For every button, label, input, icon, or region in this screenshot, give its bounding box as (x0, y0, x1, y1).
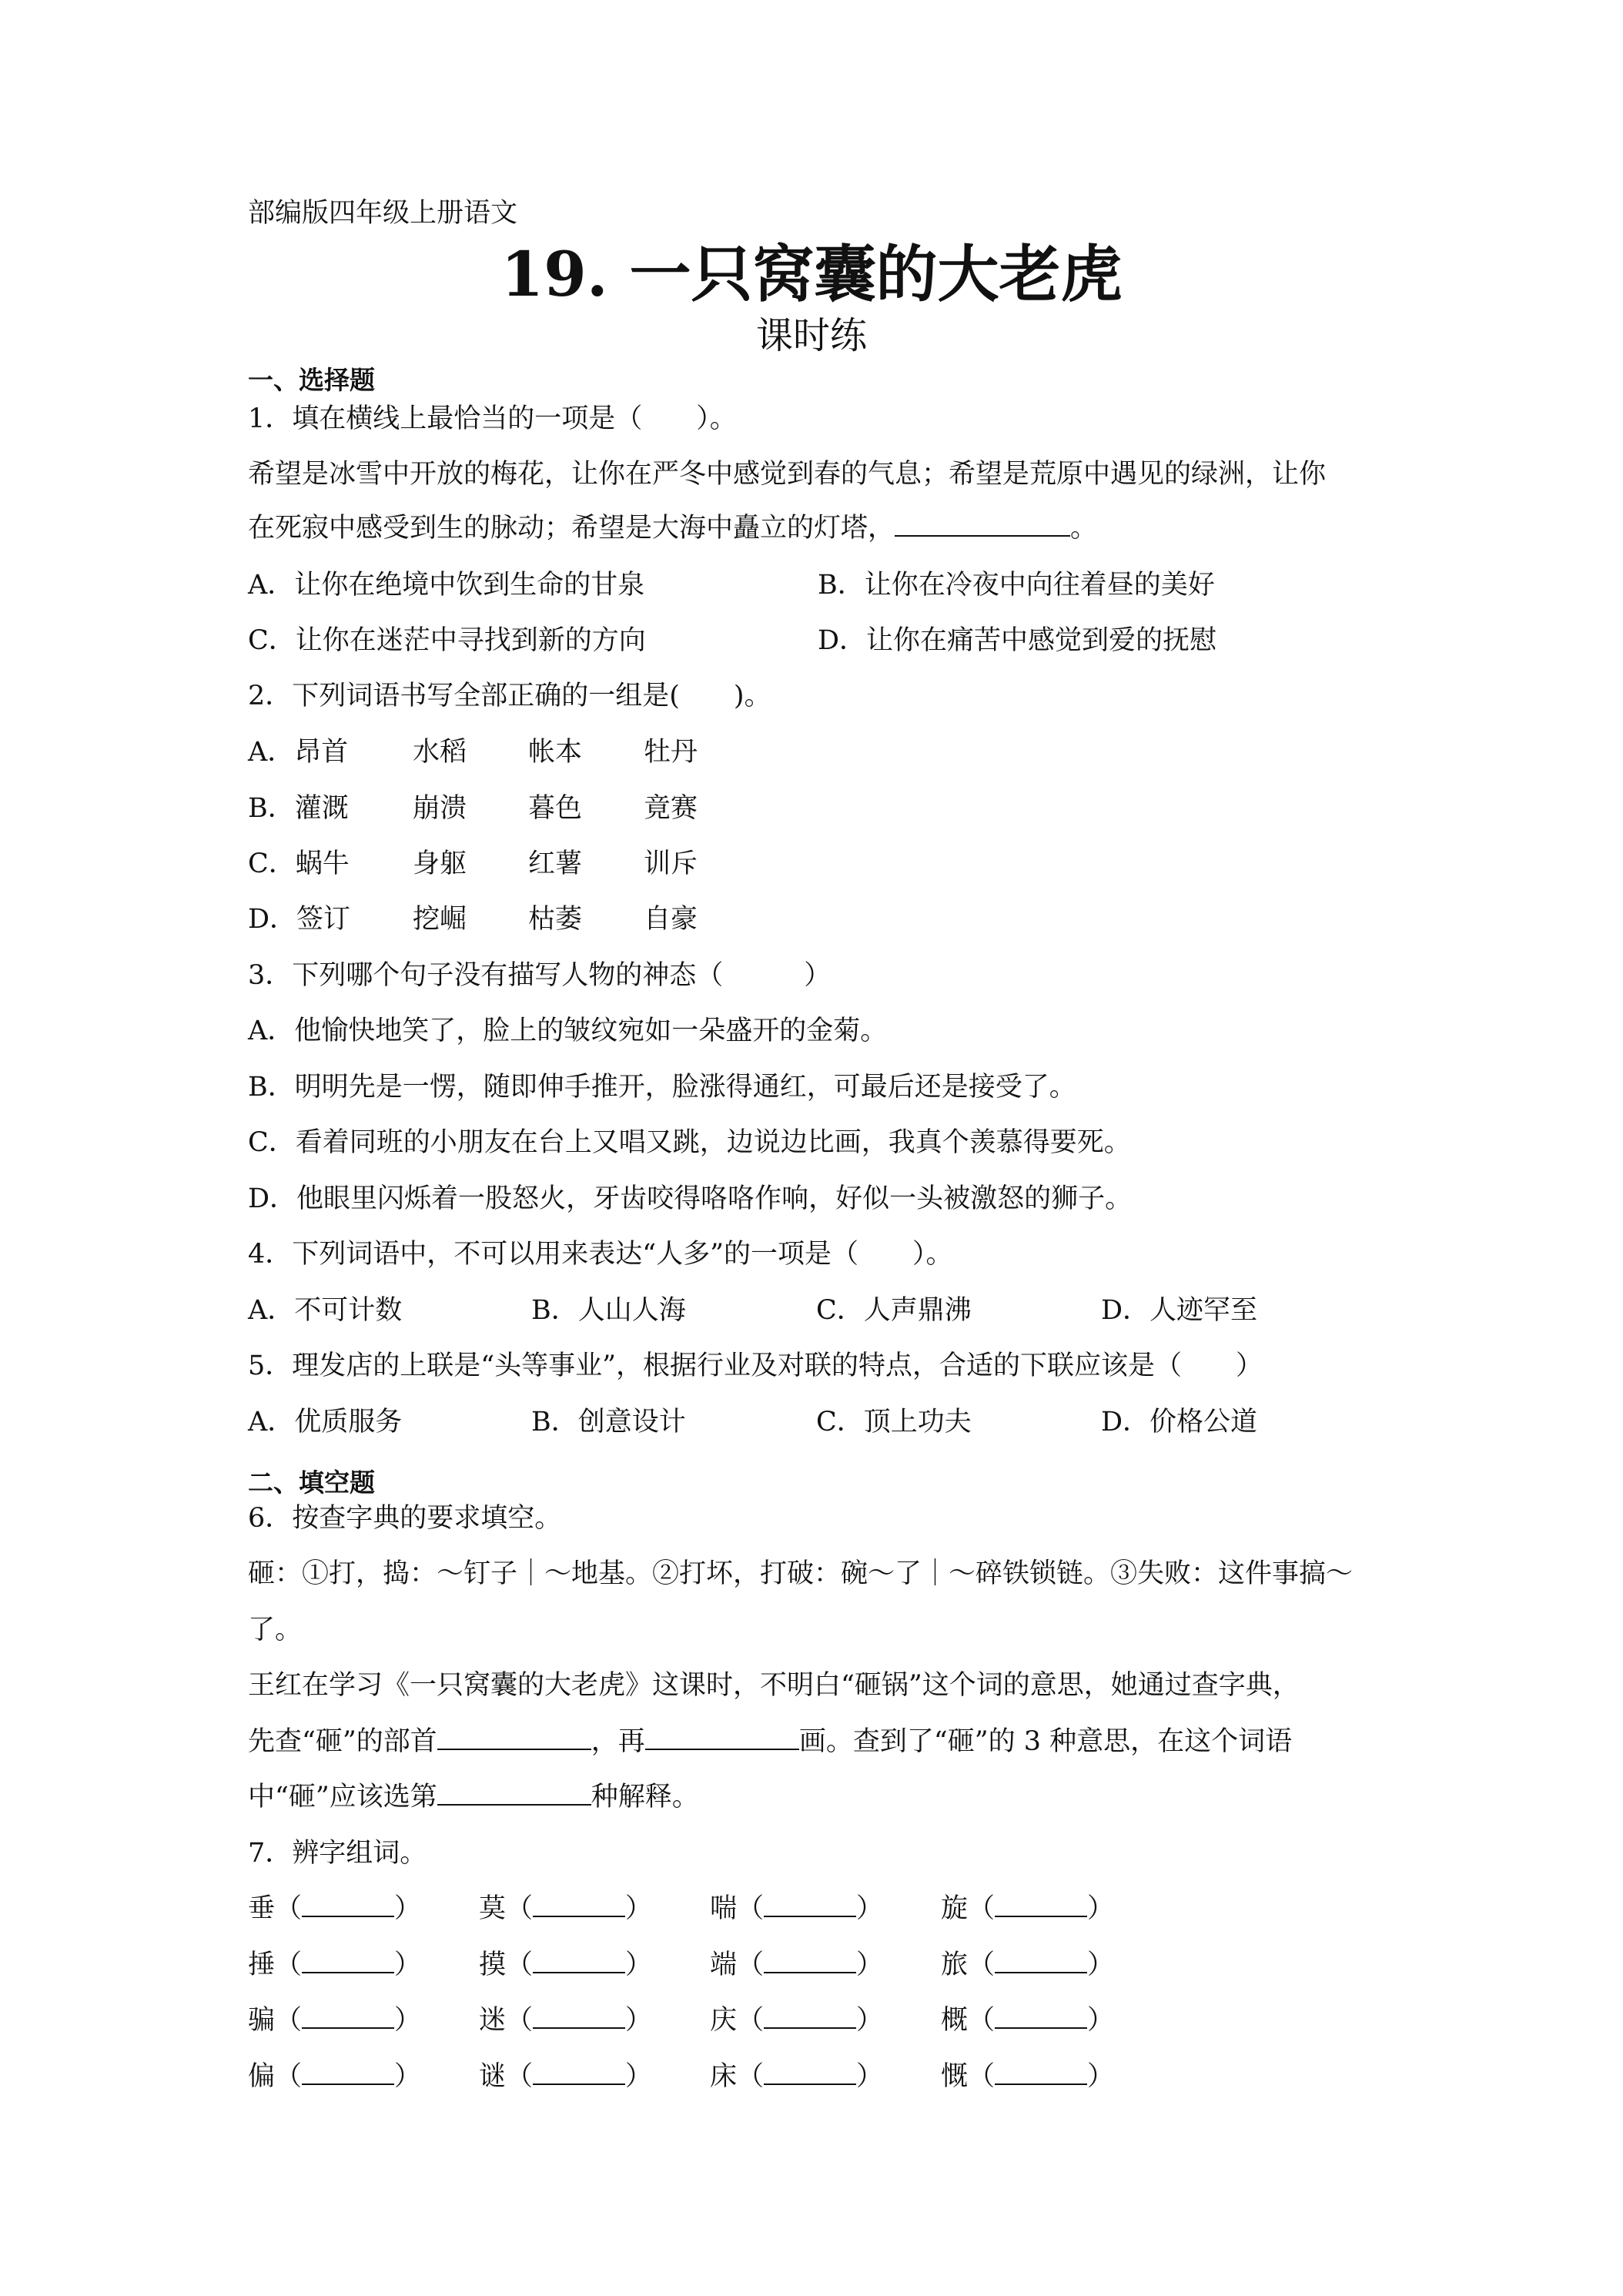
q7-item: 谜（ ） (479, 2061, 653, 2092)
q2-row-b-word1[interactable]: B．灌溉 (248, 793, 349, 824)
q7-item: 慨（ ） (941, 2061, 1115, 2092)
q7-blank[interactable] (995, 1893, 1087, 1917)
q6-line3-part1: 中“砸”应该选第 (248, 1782, 437, 1812)
q7-blank[interactable] (533, 2060, 625, 2085)
q5-option-b[interactable]: B．创意设计 (531, 1407, 686, 1438)
q6-text-line2 (248, 1725, 1292, 1759)
section-heading-choice: 一、选择题 (248, 365, 375, 395)
q2-row-c-word4: 训斥 (644, 848, 698, 879)
q7-blank[interactable] (995, 2060, 1087, 2085)
q2-row-c-word3: 红薯 (528, 848, 583, 879)
q3-option-c[interactable]: C．看着同班的小朋友在台上又唱又跳，边说边比画，我真个羡慕得要死。 (248, 1127, 1131, 1158)
q7-blank[interactable] (533, 1949, 625, 1973)
q2-row-d-word1[interactable]: D．签订 (248, 904, 351, 935)
q7-char: 谜 (479, 2061, 507, 2092)
q7-item: 垂（ ） (248, 1893, 422, 1924)
q2-row-a-word1[interactable]: A．昂首 (248, 737, 349, 768)
q7-item: 旋（ ） (941, 1893, 1115, 1924)
q2-row-a-word3: 帐本 (528, 737, 583, 768)
q2-row-d-word4: 自豪 (644, 904, 698, 935)
q7-char: 床 (710, 2061, 738, 2092)
q6-stem: 6．按查字典的要求填空。 (248, 1503, 562, 1534)
q6-line3-part2: 种解释。 (591, 1782, 699, 1812)
q7-item: 概（ ） (941, 2005, 1115, 2036)
q6-definition-line1: 砸：①打，捣：～钉子｜～地基。②打坏，打破：碗～了｜～碎铁锁链。③失败：这件事搞～ (248, 1558, 1354, 1589)
q4-stem: 4．下列词语中，不可以用来表达“人多”的一项是（ ）。 (248, 1239, 953, 1270)
q2-stem: 2．下列词语书写全部正确的一组是( )。 (248, 681, 771, 711)
q4-option-c[interactable]: C．人声鼎沸 (816, 1295, 972, 1326)
q6-line2-part3: 画。查到了“砸”的 3 种意思，在这个词语 (798, 1726, 1293, 1757)
q1-answer-blank[interactable] (895, 512, 1070, 537)
q7-char: 偏 (248, 2061, 276, 2092)
q1-passage-text: 在死寂中感受到生的脉动；希望是大海中矗立的灯塔， (248, 513, 895, 544)
q7-item: 庆（ ） (710, 2005, 884, 2036)
q5-option-d[interactable]: D．价格公道 (1101, 1407, 1258, 1438)
q5-option-c[interactable]: C．顶上功夫 (816, 1407, 972, 1438)
subject-label: 部编版四年级上册语文 (248, 198, 518, 229)
q7-char: 旋 (941, 1893, 969, 1924)
q7-char: 庆 (710, 2005, 738, 2036)
q7-blank[interactable] (995, 1949, 1087, 1973)
q7-item: 莫（ ） (479, 1893, 653, 1924)
q7-blank[interactable] (533, 2004, 625, 2029)
q7-blank[interactable] (302, 2060, 394, 2085)
q2-row-b-word3: 暮色 (528, 793, 583, 824)
page-title: 19. 一只窝囊的大老虎 (500, 238, 1123, 310)
q2-row-b-word2: 崩溃 (413, 793, 467, 824)
q2-row-c-word2: 身躯 (413, 848, 467, 879)
q6-line2-part2: ，再 (591, 1726, 645, 1757)
q4-option-b[interactable]: B．人山人海 (531, 1295, 686, 1326)
q7-blank[interactable] (302, 1893, 394, 1917)
q7-blank[interactable] (302, 1949, 394, 1973)
q7-blank[interactable] (995, 2004, 1087, 2029)
q3-stem: 3．下列哪个句子没有描写人物的神态（ ） (248, 960, 832, 991)
q7-blank[interactable] (764, 1949, 856, 1973)
q6-strokes-blank[interactable] (645, 1725, 799, 1750)
q2-row-b-word4: 竟赛 (644, 793, 698, 824)
q1-stem: 1．填在横线上最恰当的一项是（ ）。 (248, 403, 737, 434)
q6-line2-part1: 先查“砸”的部首 (248, 1726, 437, 1757)
q7-blank[interactable] (764, 1893, 856, 1917)
q3-option-b[interactable]: B．明明先是一愣，随即伸手推开，脸涨得通红，可最后还是接受了。 (248, 1072, 1076, 1103)
q1-option-d[interactable]: D．让你在痛苦中感觉到爱的抚慰 (818, 625, 1217, 656)
q7-item: 迷（ ） (479, 2005, 653, 2036)
q1-option-a[interactable]: A．让你在绝境中饮到生命的甘泉 (248, 570, 645, 601)
q1-option-c[interactable]: C．让你在迷茫中寻找到新的方向 (248, 625, 646, 656)
q7-char: 摸 (479, 1950, 507, 1980)
q6-text-line3 (248, 1780, 699, 1814)
q7-char: 迷 (479, 2005, 507, 2036)
q7-char: 旅 (941, 1950, 969, 1980)
q5-option-a[interactable]: A．优质服务 (248, 1407, 403, 1438)
q2-row-a-word4: 牡丹 (644, 737, 698, 768)
q2-row-d-word2: 挖崛 (413, 904, 467, 935)
q7-item: 喘（ ） (710, 1893, 884, 1924)
q7-char: 捶 (248, 1950, 276, 1980)
q3-option-a[interactable]: A．他愉快地笑了，脸上的皱纹宛如一朵盛开的金菊。 (248, 1016, 888, 1046)
q7-char: 喘 (710, 1893, 738, 1924)
q2-row-a-word2: 水稻 (413, 737, 467, 768)
q6-text-line1: 王红在学习《一只窝囊的大老虎》这课时，不明白“砸锅”这个词的意思，她通过查字典， (248, 1670, 1300, 1701)
q7-blank[interactable] (764, 2060, 856, 2085)
q7-blank[interactable] (302, 2004, 394, 2029)
q7-item: 骗（ ） (248, 2005, 422, 2036)
q7-blank[interactable] (533, 1893, 625, 1917)
q7-char: 莫 (479, 1893, 507, 1924)
q1-passage-line1: 希望是冰雪中开放的梅花，让你在严冬中感觉到春的气息；希望是荒原中遇见的绿洲，让你 (248, 459, 1327, 490)
q7-char: 慨 (941, 2061, 969, 2092)
page-subtitle: 课时练 (755, 314, 867, 357)
section-heading-fill: 二、填空题 (248, 1468, 375, 1498)
q1-passage-line2 (248, 511, 1097, 545)
q7-blank[interactable] (764, 2004, 856, 2029)
q5-stem: 5．理发店的上联是“头等事业”，根据行业及对联的特点，合适的下联应该是（ ） (248, 1350, 1263, 1381)
q7-item: 偏（ ） (248, 2061, 422, 2092)
q7-char: 垂 (248, 1893, 276, 1924)
q2-row-c-word1[interactable]: C．蜗牛 (248, 848, 350, 879)
q6-meaning-blank[interactable] (437, 1781, 591, 1806)
q7-char: 骗 (248, 2005, 276, 2036)
q6-definition-line2: 了。 (248, 1615, 303, 1645)
q1-passage-end: 。 (1070, 513, 1098, 544)
q4-option-a[interactable]: A．不可计数 (248, 1295, 403, 1326)
q2-row-d-word3: 枯萎 (528, 904, 583, 935)
q1-option-b[interactable]: B．让你在冷夜中向往着昼的美好 (818, 570, 1215, 601)
q7-item: 旅（ ） (941, 1950, 1115, 1980)
q7-stem: 7．辨字组词。 (248, 1838, 427, 1869)
q7-item: 捶（ ） (248, 1950, 422, 1980)
q7-char: 概 (941, 2005, 969, 2036)
q3-option-d[interactable]: D．他眼里闪烁着一股怒火，牙齿咬得咯咯作响，好似一头被激怒的狮子。 (248, 1183, 1133, 1214)
q4-option-d[interactable]: D．人迹罕至 (1101, 1295, 1258, 1326)
q7-char: 端 (710, 1950, 738, 1980)
q7-item: 端（ ） (710, 1950, 884, 1980)
q6-radical-blank[interactable] (437, 1725, 591, 1750)
q7-item: 床（ ） (710, 2061, 884, 2092)
q7-item: 摸（ ） (479, 1950, 653, 1980)
